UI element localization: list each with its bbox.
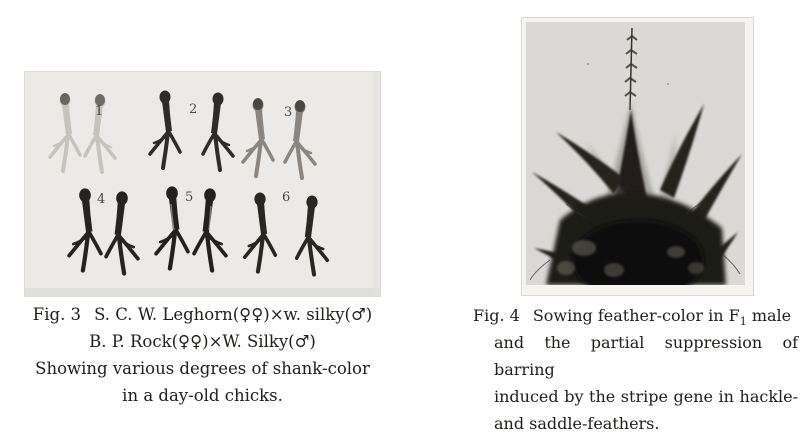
specimen-number-3: 3 <box>284 105 293 120</box>
figure4-caption-line1 <box>473 302 798 329</box>
shank-photo-illustration <box>25 72 380 296</box>
figure3-cross1: S. C. W. Leghorn(♀♀)×w. silky(♂) <box>94 305 373 324</box>
figure4-caption-line1-pre: Sowing feather-color in F <box>532 306 740 325</box>
figure3-caption-line4: in a day-old chicks. <box>122 386 283 405</box>
figure3-cross2: B. P. Rock(♀♀)×W. Silky(♂) <box>89 332 316 351</box>
figure4-caption-line3: induced by the stripe gene in hackle- <box>494 387 798 406</box>
figure4-photo <box>522 18 753 295</box>
figure4-caption-line1-post: male <box>746 306 792 325</box>
specimen-number-2: 2 <box>189 102 198 117</box>
figure3-caption <box>25 301 380 409</box>
specimen-number-6: 6 <box>282 190 291 205</box>
figure4-label: Fig. 4 <box>473 306 520 325</box>
figure3-caption-line1 <box>25 301 380 328</box>
figure4-caption-line2: and the partial suppression of barring <box>494 333 798 379</box>
feather-photo-illustration <box>526 22 745 285</box>
figure3-caption-line3: Showing various degrees of shank-color <box>35 359 370 378</box>
figure3-photo <box>25 72 380 296</box>
figure4-caption-line4: and saddle-feathers. <box>494 414 660 433</box>
figure3-label: Fig. 3 <box>32 305 82 324</box>
specimen-number-5: 5 <box>185 190 194 205</box>
f1-subscript: 1 <box>739 315 747 329</box>
figure4-caption <box>473 302 798 437</box>
specimen-number-1: 1 <box>95 104 104 119</box>
specimen-number-4: 4 <box>97 192 106 207</box>
